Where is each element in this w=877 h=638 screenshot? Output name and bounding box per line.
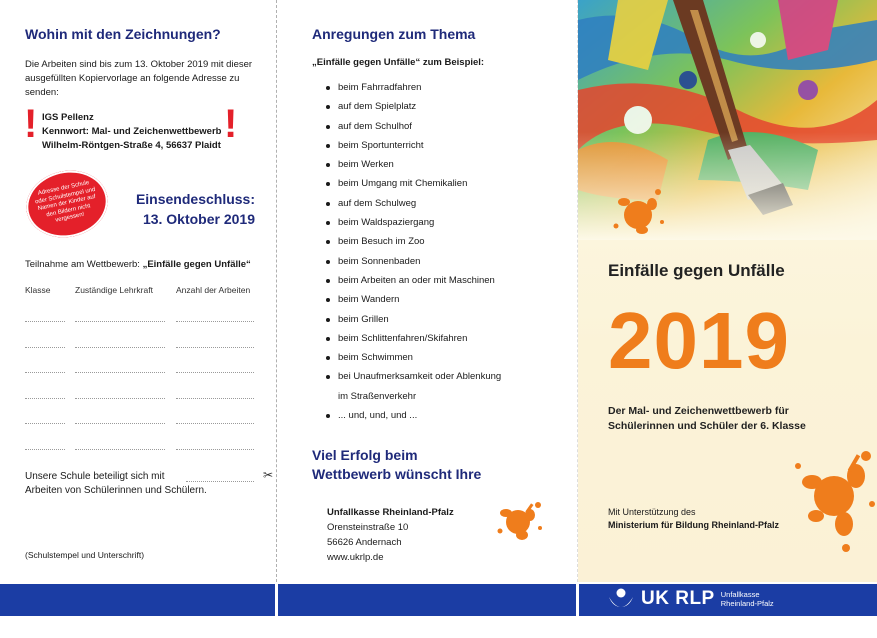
list-item: auf dem Spielplatz [312, 97, 501, 116]
list-item-continuation: im Straßenverkehr [338, 390, 417, 402]
list-item: ... und, und, und ... [312, 406, 501, 425]
success-line-2: Wettbewerb wünscht Ihre [312, 466, 482, 482]
panel1-title: Wohin mit den Zeichnungen? [25, 26, 221, 42]
panel-submission [0, 0, 275, 582]
success-line-1: Viel Erfolg beim [312, 447, 418, 463]
org-city: 56626 Andernach [327, 537, 402, 548]
table-entry-line[interactable] [25, 423, 65, 424]
support-line-1: Mit Unterstützung des [608, 507, 696, 517]
table-entry-line[interactable] [25, 449, 65, 450]
participation-title: „Einfälle gegen Unfälle“ [142, 259, 251, 270]
list-item: beim Waldspaziergang [312, 213, 501, 232]
table-entry-line[interactable] [75, 398, 165, 399]
reminder-stamp-text: Adresse der Schule oder Schulstempel und Namen der Kinder auf den Bildern nicht vergessen! [34, 180, 97, 224]
table-entry-line[interactable] [25, 398, 65, 399]
list-item: beim Schwimmen [312, 348, 501, 367]
table-entry-line[interactable] [75, 423, 165, 424]
success-wish [312, 446, 481, 484]
table-entry-line[interactable] [75, 321, 165, 322]
panel-ideas [287, 0, 576, 582]
school-participation-text [25, 470, 207, 498]
participation-line [25, 259, 251, 270]
table-entry-line[interactable] [75, 347, 165, 348]
table-entry-line[interactable] [176, 347, 254, 348]
competition-year: 2019 [608, 296, 790, 385]
exclamation-icon-right: ! [224, 102, 238, 146]
logo-subtitle-line-1: Unfallkasse [720, 590, 760, 599]
scissors-icon: ✂ [263, 468, 274, 482]
list-item: beim Schlittenfahren/Skifahren [312, 329, 501, 348]
list-item: auf dem Schulhof [312, 117, 501, 136]
list-item: beim Wandern [312, 290, 501, 309]
table-entry-line[interactable] [25, 372, 65, 373]
table-entry-line[interactable] [75, 449, 165, 450]
table-entry-line[interactable] [25, 321, 65, 322]
fold-line-left [276, 0, 277, 582]
logo-subtitle [721, 590, 774, 608]
ideas-list [312, 78, 501, 425]
org-website-link[interactable]: www.ukrlp.de [327, 552, 384, 563]
ideas-subtitle-quote: „Einfälle gegen Unfälle“ [312, 57, 421, 68]
school-line-2: Arbeiten von Schülerinnen und Schülern. [25, 485, 207, 496]
list-item: beim Sportunterricht [312, 136, 501, 155]
school-line-1: Unsere Schule beteiligt sich mit [25, 471, 165, 482]
list-item: beim Fahrradfahren [312, 78, 501, 97]
column-header-class: Klasse [25, 285, 51, 295]
organization-address [327, 505, 454, 565]
works-count-field[interactable] [186, 481, 254, 482]
address-line-school: IGS Pellenz [42, 112, 94, 123]
ideas-subtitle [312, 57, 484, 68]
list-item: auf dem Schulweg [312, 194, 501, 213]
address-line-keyword: Kennwort: Mal- und Zeichenwettbewerb [42, 126, 222, 137]
column-header-teacher: Zuständige Lehrkraft [75, 285, 153, 295]
footer-fold-gap [275, 584, 278, 616]
description-line-1: Der Mal- und Zeichenwettbewerb für [608, 405, 789, 417]
list-item: beim Arbeiten an oder mit Maschinen [312, 271, 501, 290]
address-line-street: Wilhelm-Röntgen-Straße 4, 56637 Plaidt [42, 140, 221, 151]
submission-intro: Die Arbeiten sind bis zum 13. Oktober 2019 mit dieser ausgefüllten Kopiervorlage an folgende Adresse zu senden: [25, 59, 253, 98]
table-entry-line[interactable] [176, 321, 254, 322]
support-note [608, 506, 779, 532]
list-item: beim Grillen [312, 310, 501, 329]
ukrlp-logo [607, 587, 774, 611]
ukrlp-logo-icon [607, 587, 635, 611]
column-header-count: Anzahl der Arbeiten [176, 285, 251, 295]
deadline-date: 13. Oktober 2019 [142, 211, 255, 227]
table-entry-line[interactable] [176, 398, 254, 399]
table-entry-line[interactable] [75, 372, 165, 373]
participation-prefix: Teilnahme am Wettbewerb: [25, 259, 143, 270]
paint-splash-icon [786, 446, 876, 556]
panel2-title: Anregungen zum Thema [312, 26, 476, 42]
logo-wordmark: UK RLP [641, 588, 715, 609]
ideas-subtitle-rest: zum Beispiel: [420, 57, 485, 68]
deadline-label: Einsendeschluss: [135, 191, 255, 207]
list-item: beim Umgang mit Chemikalien [312, 174, 501, 193]
exclamation-icon-left: ! [24, 102, 38, 146]
support-ministry: Ministerium für Bildung Rheinland-Pfalz [608, 520, 779, 530]
reminder-stamp [20, 163, 114, 245]
panel-cover [578, 0, 877, 582]
list-item: bei Unaufmerksamkeit oder Ablenkung [312, 367, 501, 386]
submission-address [42, 111, 221, 153]
list-item: beim Werken [312, 155, 501, 174]
list-item: beim Besuch im Zoo [312, 232, 501, 251]
org-street: Orensteinstraße 10 [327, 522, 409, 533]
logo-subtitle-line-2: Rheinland-Pfalz [720, 599, 774, 608]
list-item: beim Sonnenbaden [312, 252, 501, 271]
table-entry-line[interactable] [25, 347, 65, 348]
paintbrush-artwork [578, 0, 877, 240]
competition-description [608, 404, 806, 434]
table-entry-line[interactable] [176, 449, 254, 450]
signature-label: (Schulstempel und Unterschrift) [25, 550, 145, 560]
org-name: Unfallkasse Rheinland-Pfalz [327, 507, 454, 518]
competition-title: Einfälle gegen Unfälle [608, 261, 785, 280]
table-entry-line[interactable] [176, 423, 254, 424]
footer-fold-gap [576, 584, 579, 616]
table-entry-line[interactable] [176, 372, 254, 373]
paint-splash-icon [492, 495, 547, 545]
description-line-2: Schülerinnen und Schüler der 6. Klasse [608, 420, 806, 432]
